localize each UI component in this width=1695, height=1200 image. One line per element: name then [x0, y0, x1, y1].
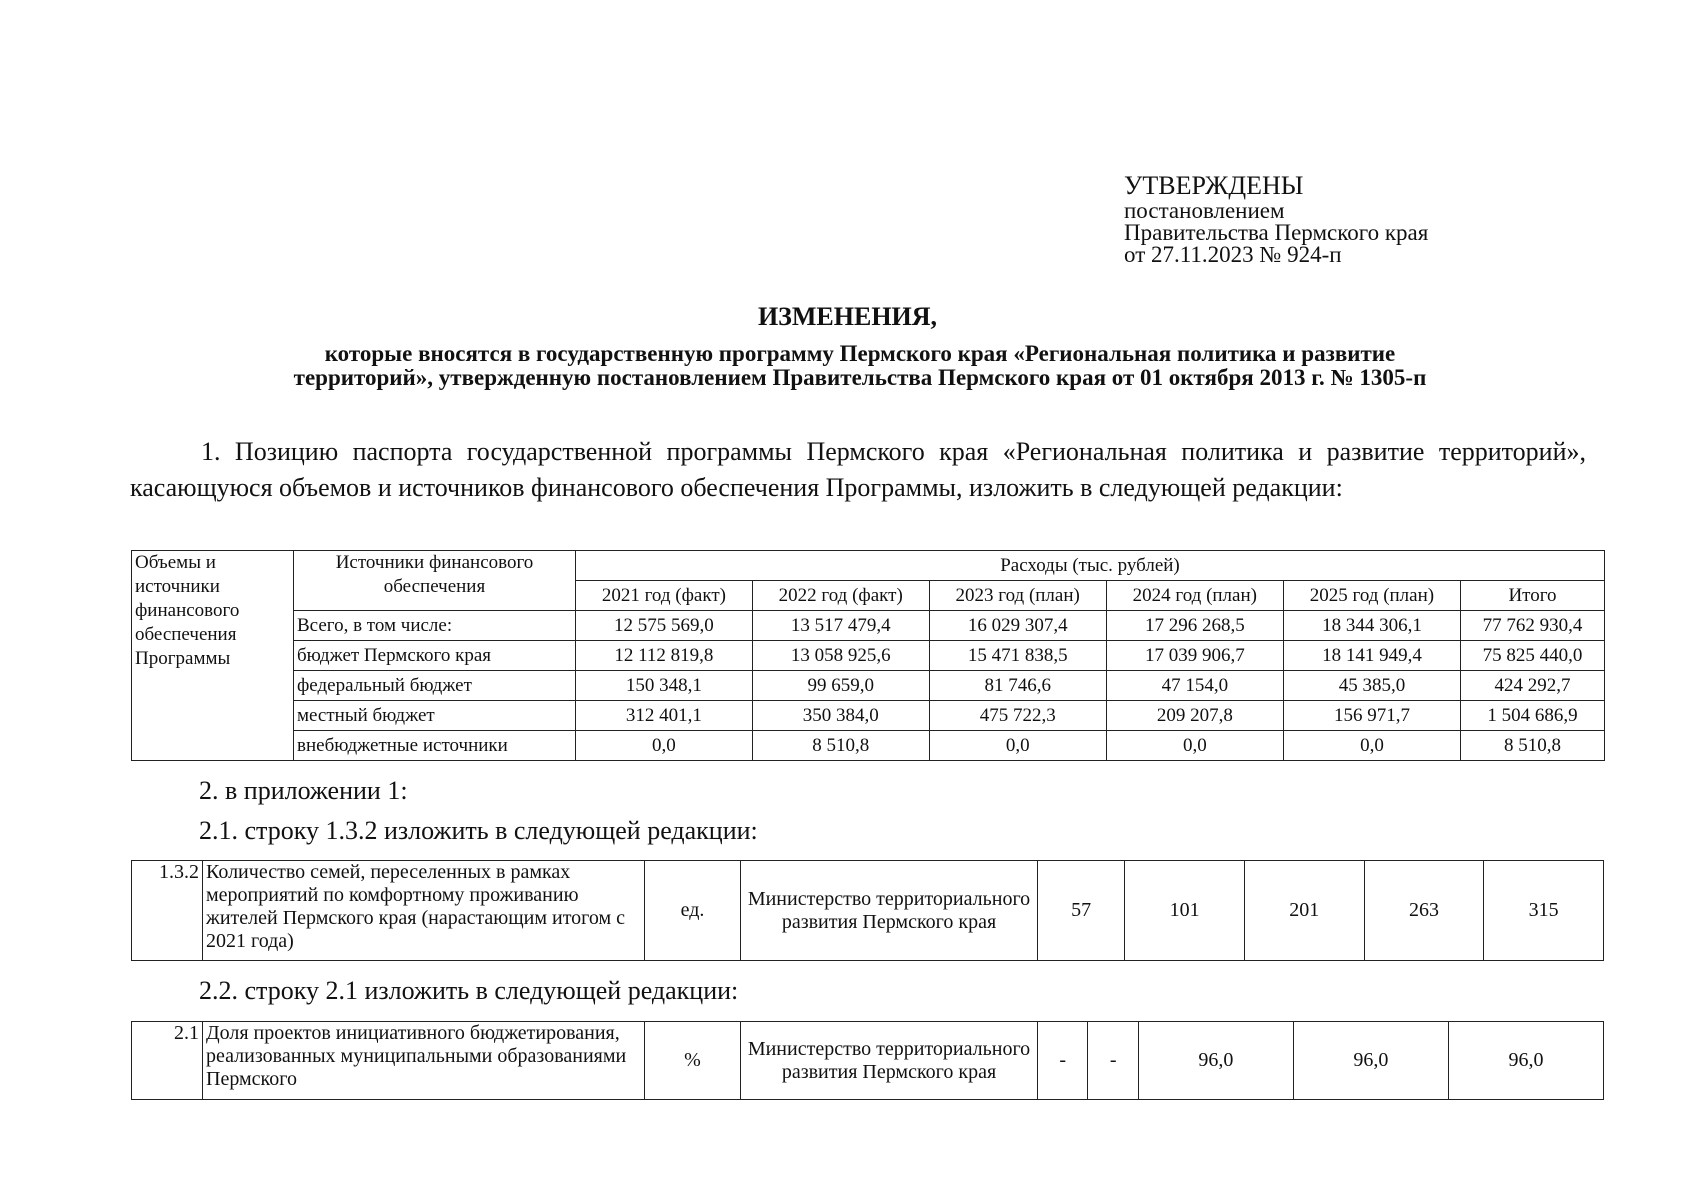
table-row [132, 641, 1605, 671]
sources-header: Источники финансового обеспечения [294, 551, 576, 611]
cell: 96,0 [1293, 1022, 1448, 1100]
section-2-2-heading: 2.2. строку 2.1 изложить в следующей редакции: [199, 976, 739, 1005]
column-header: 2023 год (план) [929, 581, 1106, 611]
row-unit: % [645, 1022, 741, 1100]
finance-side-label: Объемы и источники финансового обеспечения Программы [132, 551, 294, 761]
row-label: внебюджетные источники [294, 731, 576, 761]
expenses-header: Расходы (тыс. рублей) [576, 551, 1605, 581]
approval-line: от 27.11.2023 № 924-п [1124, 242, 1342, 267]
table-row [132, 611, 1605, 641]
cell: 12 112 819,8 [576, 641, 753, 671]
cell: 96,0 [1448, 1022, 1603, 1100]
cell: 315 [1484, 861, 1604, 961]
approval-stamp [1124, 172, 1428, 266]
cell: 101 [1125, 861, 1245, 961]
cell: 13 517 479,4 [752, 611, 929, 641]
section-2-1-heading: 2.1. строку 1.3.2 изложить в следующей редакции: [199, 816, 758, 845]
cell: 13 058 925,6 [752, 641, 929, 671]
cell: 15 471 838,5 [929, 641, 1106, 671]
row-132-table [131, 860, 1604, 961]
cell: 17 296 268,5 [1106, 611, 1283, 641]
column-header: 2022 год (факт) [752, 581, 929, 611]
cell: 312 401,1 [576, 701, 753, 731]
row-21-table [131, 1021, 1604, 1100]
column-header: 2025 год (план) [1283, 581, 1460, 611]
row-code: 2.1 [132, 1022, 203, 1100]
cell: 0,0 [1106, 731, 1283, 761]
row-label: Всего, в том числе: [294, 611, 576, 641]
row-unit: ед. [645, 861, 741, 961]
cell: 475 722,3 [929, 701, 1106, 731]
document-subtitle [150, 342, 1570, 390]
column-header: 2021 год (факт) [576, 581, 753, 611]
cell: 8 510,8 [752, 731, 929, 761]
row-code: 1.3.2 [132, 861, 203, 961]
cell: 156 971,7 [1283, 701, 1460, 731]
row-responsible: Министерство территориального развития Пермского края [741, 1022, 1038, 1100]
document-title: ИЗМЕНЕНИЯ, [757, 302, 938, 331]
cell: 96,0 [1138, 1022, 1293, 1100]
cell: 263 [1364, 861, 1484, 961]
table-row [132, 701, 1605, 731]
table-row [132, 731, 1605, 761]
row-label: федеральный бюджет [294, 671, 576, 701]
row-name: Количество семей, переселенных в рамках мероприятий по комфортному проживанию жителей Пермского края (нарастающим итогом с 2021 года) [203, 861, 645, 961]
cell: 16 029 307,4 [929, 611, 1106, 641]
cell: 47 154,0 [1106, 671, 1283, 701]
cell: - [1038, 1022, 1088, 1100]
cell: 0,0 [1283, 731, 1460, 761]
cell: 1 504 686,9 [1461, 701, 1605, 731]
cell: 424 292,7 [1461, 671, 1605, 701]
row-responsible: Министерство территориального развития Пермского края [741, 861, 1038, 961]
cell: 201 [1244, 861, 1364, 961]
cell: 8 510,8 [1461, 731, 1605, 761]
cell: 209 207,8 [1106, 701, 1283, 731]
cell: - [1088, 1022, 1138, 1100]
subtitle-line: территорий», утвержденную постановлением Правительства Пермского края от 01 октября 2013 г. № 1305-п [293, 365, 1427, 390]
column-header: Итого [1461, 581, 1605, 611]
column-header: 2024 год (план) [1106, 581, 1283, 611]
cell: 57 [1038, 861, 1125, 961]
cell: 150 348,1 [576, 671, 753, 701]
cell: 77 762 930,4 [1461, 611, 1605, 641]
cell: 12 575 569,0 [576, 611, 753, 641]
cell: 45 385,0 [1283, 671, 1460, 701]
row-label: местный бюджет [294, 701, 576, 731]
approval-line: постановлением [1124, 198, 1285, 223]
row-name: Доля проектов инициативного бюджетирования, реализованных муниципальными образованиями Пермского [203, 1022, 645, 1100]
approval-line: Правительства Пермского края [1124, 220, 1429, 245]
cell: 75 825 440,0 [1461, 641, 1605, 671]
paragraph-1: 1. Позицию паспорта государственной программы Пермского края «Региональная политика и развитие территорий», касающуюся объемов и источников финансового обеспечения Программы, изложить в следующей редакции: [130, 437, 1586, 502]
table-row [132, 1022, 1604, 1100]
section-2-heading: 2. в приложении 1: [199, 776, 408, 805]
cell: 99 659,0 [752, 671, 929, 701]
table-row [132, 861, 1604, 961]
cell: 18 141 949,4 [1283, 641, 1460, 671]
cell: 0,0 [929, 731, 1106, 761]
cell: 18 344 306,1 [1283, 611, 1460, 641]
cell: 350 384,0 [752, 701, 929, 731]
approval-heading: УТВЕРЖДЕНЫ [1124, 171, 1304, 200]
cell: 0,0 [576, 731, 753, 761]
row-label: бюджет Пермского края [294, 641, 576, 671]
cell: 17 039 906,7 [1106, 641, 1283, 671]
finance-table [131, 550, 1605, 761]
table-row [132, 671, 1605, 701]
cell: 81 746,6 [929, 671, 1106, 701]
subtitle-line: которые вносятся в государственную программу Пермского края «Региональная политика и развитие [324, 341, 1396, 366]
